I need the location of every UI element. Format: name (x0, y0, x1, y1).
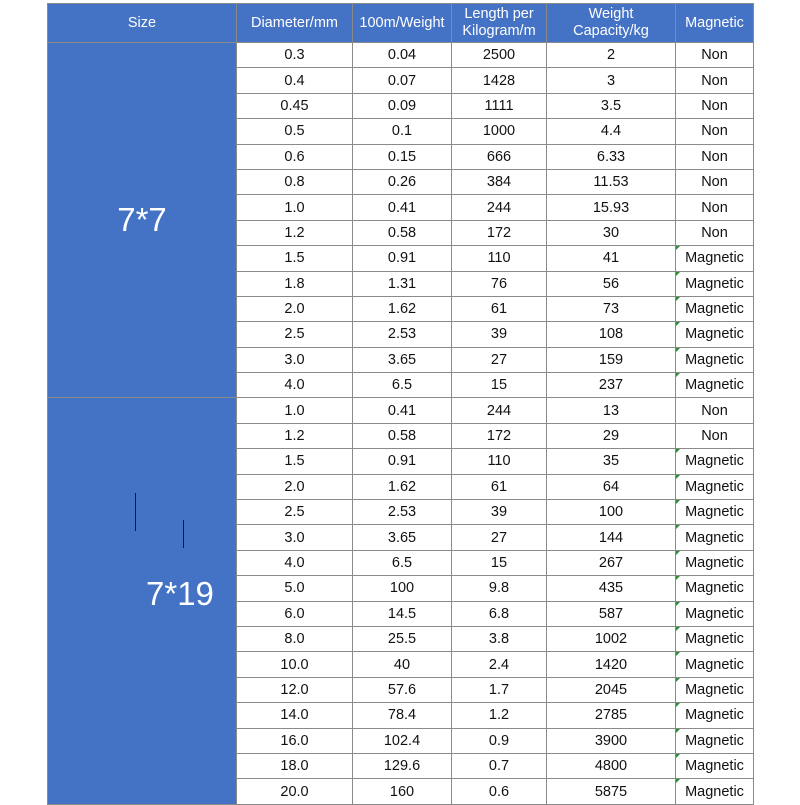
diameter-cell: 4.0 (237, 373, 353, 398)
magnetic-cell: Magnetic (676, 373, 754, 398)
diameter-cell: 2.5 (237, 500, 353, 525)
magnetic-cell: Magnetic (676, 779, 754, 804)
weight-capacity-cell: 13 (547, 398, 676, 423)
diameter-cell: 16.0 (237, 728, 353, 753)
weight-per-100m-cell: 0.04 (353, 43, 452, 68)
diameter-cell: 3.0 (237, 525, 353, 550)
size-group-label: 7*19 (146, 575, 214, 613)
weight-capacity-cell: 2785 (547, 703, 676, 728)
weight-per-100m-cell: 0.09 (353, 93, 452, 118)
magnetic-corner-marker (676, 475, 680, 479)
spec-table-container (47, 3, 753, 805)
diameter-cell: 2.0 (237, 474, 353, 499)
weight-capacity-cell: 2 (547, 43, 676, 68)
magnetic-corner-marker (676, 652, 680, 656)
length-per-kg-cell: 1.7 (452, 677, 547, 702)
magnetic-cell: Non (676, 93, 754, 118)
magnetic-cell: Non (676, 144, 754, 169)
diameter-cell: 5.0 (237, 576, 353, 601)
length-per-kg-cell: 384 (452, 169, 547, 194)
magnetic-cell: Non (676, 398, 754, 423)
weight-capacity-cell: 6.33 (547, 144, 676, 169)
length-per-kg-cell: 1111 (452, 93, 547, 118)
weight-per-100m-cell: 6.5 (353, 373, 452, 398)
magnetic-corner-marker (676, 678, 680, 682)
diameter-cell: 6.0 (237, 601, 353, 626)
length-per-kg-cell: 39 (452, 500, 547, 525)
diameter-cell: 1.8 (237, 271, 353, 296)
wire-rope-spec-table (47, 3, 754, 805)
length-per-kg-cell: 1000 (452, 119, 547, 144)
weight-per-100m-cell: 0.26 (353, 169, 452, 194)
magnetic-cell: Magnetic (676, 626, 754, 651)
weight-capacity-cell: 2045 (547, 677, 676, 702)
magnetic-corner-marker (676, 779, 680, 783)
magnetic-corner-marker (676, 322, 680, 326)
weight-capacity-cell: 1002 (547, 626, 676, 651)
header-size: Size (48, 4, 237, 43)
weight-per-100m-cell: 78.4 (353, 703, 452, 728)
weight-capacity-cell: 108 (547, 322, 676, 347)
weight-capacity-cell: 3.5 (547, 93, 676, 118)
weight-per-100m-cell: 102.4 (353, 728, 452, 753)
header-length-per-kg-label: Length per Kilogram/m (462, 6, 536, 39)
weight-capacity-cell: 35 (547, 449, 676, 474)
header-diameter: Diameter/mm (237, 4, 353, 43)
magnetic-cell: Magnetic (676, 474, 754, 499)
magnetic-cell: Magnetic (676, 449, 754, 474)
magnetic-cell: Non (676, 169, 754, 194)
diameter-cell: 1.2 (237, 423, 353, 448)
weight-capacity-cell: 144 (547, 525, 676, 550)
diameter-cell: 0.6 (237, 144, 353, 169)
magnetic-cell: Magnetic (676, 652, 754, 677)
magnetic-corner-marker (676, 729, 680, 733)
weight-capacity-cell: 64 (547, 474, 676, 499)
weight-capacity-cell: 4800 (547, 753, 676, 778)
diameter-cell: 12.0 (237, 677, 353, 702)
diameter-cell: 0.5 (237, 119, 353, 144)
length-per-kg-cell: 110 (452, 449, 547, 474)
header-length-per-kg (452, 4, 547, 43)
magnetic-cell: Magnetic (676, 728, 754, 753)
magnetic-cell: Magnetic (676, 601, 754, 626)
length-per-kg-cell: 9.8 (452, 576, 547, 601)
magnetic-corner-marker (676, 297, 680, 301)
weight-capacity-cell: 30 (547, 220, 676, 245)
magnetic-corner-marker (676, 551, 680, 555)
magnetic-cell: Magnetic (676, 753, 754, 778)
weight-per-100m-cell: 2.53 (353, 500, 452, 525)
magnetic-cell: Non (676, 220, 754, 245)
magnetic-corner-marker (676, 348, 680, 352)
magnetic-cell: Magnetic (676, 500, 754, 525)
length-per-kg-cell: 0.7 (452, 753, 547, 778)
length-per-kg-cell: 0.6 (452, 779, 547, 804)
diameter-cell: 2.5 (237, 322, 353, 347)
header-weight-capacity-label: Weight Capacity/kg (573, 6, 649, 39)
diameter-cell: 1.0 (237, 398, 353, 423)
length-per-kg-cell: 39 (452, 322, 547, 347)
magnetic-cell: Magnetic (676, 296, 754, 321)
length-per-kg-cell: 666 (452, 144, 547, 169)
magnetic-corner-marker (676, 602, 680, 606)
weight-per-100m-cell: 0.58 (353, 220, 452, 245)
header-weight-per-100m: 100m/Weight (353, 4, 452, 43)
magnetic-cell: Non (676, 195, 754, 220)
magnetic-cell: Magnetic (676, 703, 754, 728)
length-per-kg-cell: 27 (452, 347, 547, 372)
weight-per-100m-cell: 1.31 (353, 271, 452, 296)
magnetic-corner-marker (676, 627, 680, 631)
weight-per-100m-cell: 0.41 (353, 195, 452, 220)
diameter-cell: 14.0 (237, 703, 353, 728)
weight-per-100m-cell: 2.53 (353, 322, 452, 347)
length-per-kg-cell: 172 (452, 220, 547, 245)
weight-per-100m-cell: 57.6 (353, 677, 452, 702)
size-group-cell (48, 43, 237, 398)
weight-per-100m-cell: 1.62 (353, 474, 452, 499)
diameter-cell: 20.0 (237, 779, 353, 804)
length-per-kg-cell: 1.2 (452, 703, 547, 728)
magnetic-corner-marker (676, 500, 680, 504)
magnetic-cell: Magnetic (676, 322, 754, 347)
magnetic-cell: Non (676, 119, 754, 144)
length-per-kg-cell: 110 (452, 246, 547, 271)
magnetic-corner-marker (676, 525, 680, 529)
length-per-kg-cell: 6.8 (452, 601, 547, 626)
weight-per-100m-cell: 0.41 (353, 398, 452, 423)
magnetic-corner-marker (676, 449, 680, 453)
weight-capacity-cell: 29 (547, 423, 676, 448)
diameter-cell: 10.0 (237, 652, 353, 677)
diameter-cell: 4.0 (237, 550, 353, 575)
magnetic-corner-marker (676, 246, 680, 250)
weight-per-100m-cell: 3.65 (353, 525, 452, 550)
length-per-kg-cell: 61 (452, 296, 547, 321)
magnetic-corner-marker (676, 703, 680, 707)
size-group-label: 7*7 (117, 201, 167, 239)
magnetic-cell: Magnetic (676, 576, 754, 601)
magnetic-cell: Magnetic (676, 677, 754, 702)
header-magnetic: Magnetic (676, 4, 754, 43)
diameter-cell: 3.0 (237, 347, 353, 372)
length-per-kg-cell: 1428 (452, 68, 547, 93)
magnetic-corner-marker (676, 754, 680, 758)
length-per-kg-cell: 61 (452, 474, 547, 499)
weight-per-100m-cell: 129.6 (353, 753, 452, 778)
magnetic-cell: Magnetic (676, 550, 754, 575)
weight-capacity-cell: 41 (547, 246, 676, 271)
length-per-kg-cell: 2.4 (452, 652, 547, 677)
length-per-kg-cell: 76 (452, 271, 547, 296)
diameter-cell: 18.0 (237, 753, 353, 778)
length-per-kg-cell: 244 (452, 195, 547, 220)
length-per-kg-cell: 172 (452, 423, 547, 448)
weight-per-100m-cell: 3.65 (353, 347, 452, 372)
header-row (48, 4, 754, 43)
table-body (48, 43, 754, 805)
diameter-cell: 1.0 (237, 195, 353, 220)
weight-capacity-cell: 15.93 (547, 195, 676, 220)
magnetic-cell: Magnetic (676, 271, 754, 296)
weight-capacity-cell: 5875 (547, 779, 676, 804)
weight-capacity-cell: 4.4 (547, 119, 676, 144)
magnetic-cell: Non (676, 43, 754, 68)
diameter-cell: 0.8 (237, 169, 353, 194)
magnetic-cell: Magnetic (676, 525, 754, 550)
length-per-kg-cell: 15 (452, 550, 547, 575)
table-row (48, 43, 754, 68)
weight-capacity-cell: 1420 (547, 652, 676, 677)
length-per-kg-cell: 244 (452, 398, 547, 423)
weight-per-100m-cell: 100 (353, 576, 452, 601)
weight-capacity-cell: 159 (547, 347, 676, 372)
magnetic-cell: Magnetic (676, 246, 754, 271)
weight-per-100m-cell: 0.58 (353, 423, 452, 448)
size-group-cell (48, 398, 237, 804)
weight-per-100m-cell: 0.15 (353, 144, 452, 169)
length-per-kg-cell: 0.9 (452, 728, 547, 753)
diameter-cell: 0.45 (237, 93, 353, 118)
cursor-mark (183, 520, 184, 548)
diameter-cell: 0.3 (237, 43, 353, 68)
magnetic-corner-marker (676, 576, 680, 580)
length-per-kg-cell: 15 (452, 373, 547, 398)
table-row (48, 398, 754, 423)
diameter-cell: 0.4 (237, 68, 353, 93)
weight-capacity-cell: 237 (547, 373, 676, 398)
diameter-cell: 1.5 (237, 449, 353, 474)
length-per-kg-cell: 27 (452, 525, 547, 550)
weight-capacity-cell: 3900 (547, 728, 676, 753)
weight-per-100m-cell: 0.1 (353, 119, 452, 144)
header-weight-capacity (547, 4, 676, 43)
diameter-cell: 2.0 (237, 296, 353, 321)
weight-per-100m-cell: 0.91 (353, 246, 452, 271)
weight-capacity-cell: 56 (547, 271, 676, 296)
magnetic-cell: Non (676, 423, 754, 448)
magnetic-cell: Non (676, 68, 754, 93)
weight-capacity-cell: 11.53 (547, 169, 676, 194)
magnetic-corner-marker (676, 272, 680, 276)
cursor-mark (135, 493, 136, 531)
diameter-cell: 1.5 (237, 246, 353, 271)
weight-per-100m-cell: 25.5 (353, 626, 452, 651)
weight-capacity-cell: 100 (547, 500, 676, 525)
weight-per-100m-cell: 6.5 (353, 550, 452, 575)
weight-capacity-cell: 435 (547, 576, 676, 601)
weight-capacity-cell: 3 (547, 68, 676, 93)
weight-per-100m-cell: 0.07 (353, 68, 452, 93)
table-header (48, 4, 754, 43)
weight-per-100m-cell: 1.62 (353, 296, 452, 321)
weight-per-100m-cell: 160 (353, 779, 452, 804)
length-per-kg-cell: 2500 (452, 43, 547, 68)
weight-per-100m-cell: 40 (353, 652, 452, 677)
weight-capacity-cell: 267 (547, 550, 676, 575)
weight-capacity-cell: 73 (547, 296, 676, 321)
weight-per-100m-cell: 14.5 (353, 601, 452, 626)
diameter-cell: 1.2 (237, 220, 353, 245)
weight-capacity-cell: 587 (547, 601, 676, 626)
magnetic-corner-marker (676, 373, 680, 377)
length-per-kg-cell: 3.8 (452, 626, 547, 651)
weight-per-100m-cell: 0.91 (353, 449, 452, 474)
diameter-cell: 8.0 (237, 626, 353, 651)
magnetic-cell: Magnetic (676, 347, 754, 372)
